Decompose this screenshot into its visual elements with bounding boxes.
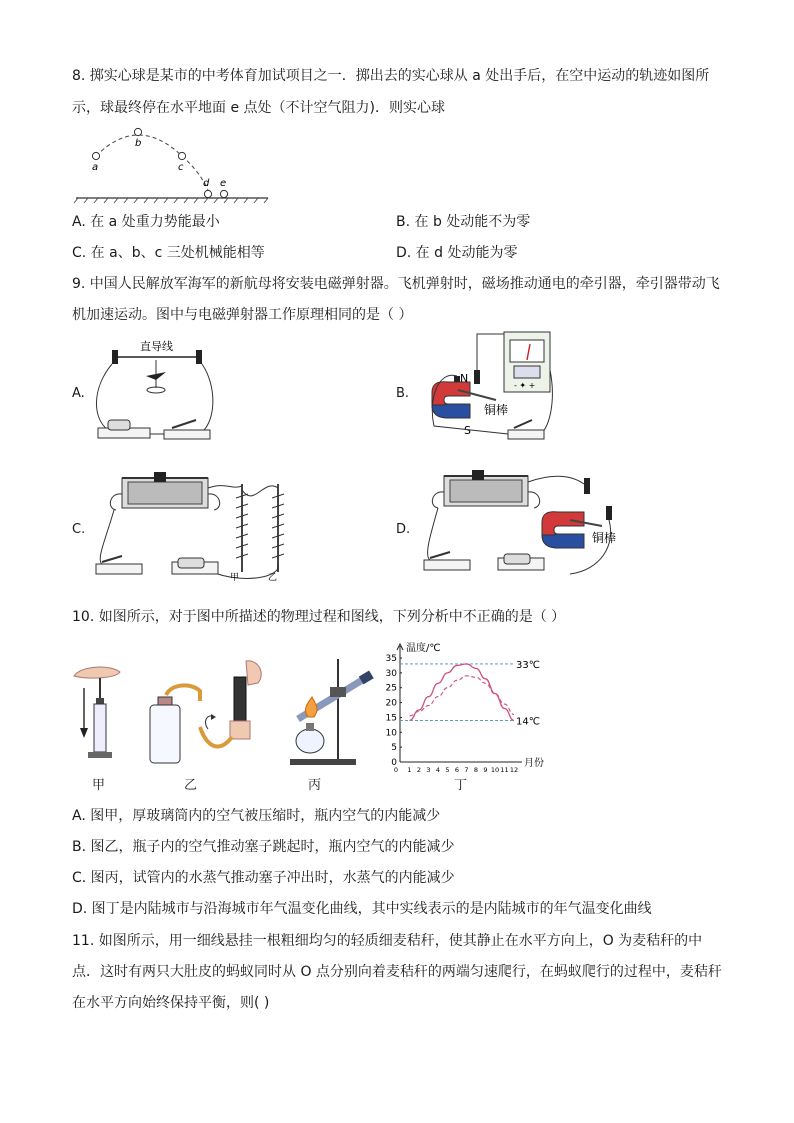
label-e: e <box>220 178 227 189</box>
fig-b-s: S <box>464 424 471 437</box>
q10-fig-ding-temperature-chart <box>384 640 554 772</box>
q9-fig-c-electromagnets <box>92 468 302 588</box>
x-tick-label: 2 <box>416 766 422 772</box>
fig-c-right: 乙 <box>268 573 278 583</box>
q9-fig-d-copper-rod <box>420 466 630 588</box>
ball-e <box>220 190 227 197</box>
y-tick-label: 10 <box>385 728 397 739</box>
q8-stem-line2: 示，球最终停在水平地面 e 点处（不计空气阻力)．则实心球 <box>72 100 445 116</box>
q10-option-d[interactable]: D. 图丁是内陆城市与沿海城市年气温变化曲线，其中实线表示的是内陆城市的年气温变化曲线 <box>72 901 652 917</box>
q10-fig-jia-compression-tube <box>70 658 132 770</box>
svg-text:- ✦ +: - ✦ + <box>514 381 536 390</box>
x-tick-label: 5 <box>445 766 450 772</box>
trajectory-path <box>96 135 208 190</box>
x-tick-label: 7 <box>464 766 469 772</box>
label-a: a <box>92 162 99 173</box>
y-tick-label: 0 <box>391 758 397 768</box>
q8-option-a[interactable]: A. 在 a 处重力势能最小 <box>72 214 220 230</box>
q10-option-a[interactable]: A. 图甲，厚玻璃筒内的空气被压缩时，瓶内空气的内能减少 <box>72 808 441 824</box>
q8-option-b[interactable]: B. 在 b 处动能不为零 <box>396 214 531 230</box>
fig-c-left: 甲 <box>230 573 240 583</box>
fig-b-n: N <box>460 372 469 385</box>
reference-label: 33℃ <box>516 659 540 671</box>
q8-stem-line1: 8. 掷实心球是某市的中考体育加试项目之一．掷出去的实心球从 a 处出手后，在空中运动的轨迹如图所 <box>72 68 710 84</box>
q10-caption-bing: 丙 <box>308 778 322 793</box>
q9-option-d-label[interactable]: D. <box>396 522 411 537</box>
ball-a <box>92 152 99 159</box>
fig-a-wire-label: 直导线 <box>140 340 173 353</box>
series-solid-line <box>410 664 515 720</box>
series-dashed-line <box>410 676 515 716</box>
x-tick-label: 12 <box>509 766 519 772</box>
q9-option-a-label[interactable]: A. <box>72 386 85 401</box>
x-tick-label: 11 <box>500 766 509 772</box>
y-tick-label: 30 <box>385 668 397 679</box>
q9-fig-b-galvanometer <box>418 330 558 448</box>
label-c: c <box>178 162 184 173</box>
x-tick-label: 9 <box>483 766 488 772</box>
label-d: d <box>203 178 210 189</box>
q10-caption-jia: 甲 <box>92 778 106 793</box>
q11-stem-line1: 11. 如图所示，用一细线悬挂一根粗细均匀的轻质细麦秸秆，使其静止在水平方向上，O 为麦秸秆的中 <box>72 933 703 949</box>
q11-stem-line2: 点．这时有两只大肚皮的蚂蚁同时从 O 点分别向着麦秸秆的两端匀速爬行，在蚂蚁爬行的过程中，麦秸秆 <box>72 964 722 980</box>
q9-stem-line1: 9. 中国人民解放军海军的新航母将安装电磁弹射器。飞机弹射时，磁场推动通电的牵引器，牵引器带动飞 <box>72 276 720 292</box>
ball-d <box>204 190 211 197</box>
label-b: b <box>135 138 142 149</box>
ground-hatch <box>74 198 268 203</box>
q8-option-c[interactable]: C. 在 a、b、c 三处机械能相等 <box>72 245 265 261</box>
q10-caption-ding: 丁 <box>454 778 468 793</box>
q9-option-b-label[interactable]: B. <box>396 386 410 401</box>
x-tick-label-origin: 0 <box>393 766 399 772</box>
q9-stem-line2: 机加速运动。图中与电磁弹射器工作原理相同的是（ ） <box>72 307 413 323</box>
x-axis-label: 月份 <box>524 758 544 769</box>
y-tick-label: 15 <box>385 713 397 724</box>
x-tick-label: 10 <box>490 766 500 772</box>
q8-option-d[interactable]: D. 在 d 处动能为零 <box>396 245 518 261</box>
temperature-chart-plot <box>386 641 544 772</box>
x-tick-label: 3 <box>426 766 431 772</box>
ball-c <box>178 152 185 159</box>
q10-stem-line1: 10. 如图所示，对于图中所描述的物理过程和图线，下列分析中不正确的是（ ） <box>72 609 566 625</box>
q10-caption-yi: 乙 <box>184 778 198 793</box>
fig-b-rod: 铜棒 <box>484 403 509 417</box>
reference-label: 14℃ <box>516 716 540 728</box>
q9-fig-a-straight-wire <box>92 338 222 446</box>
y-tick-label: 25 <box>385 683 397 694</box>
y-tick-label: 20 <box>385 698 397 709</box>
q10-option-b[interactable]: B. 图乙，瓶子内的空气推动塞子跳起时，瓶内空气的内能减少 <box>72 839 455 855</box>
q10-fig-yi-pump-bottle <box>148 655 268 773</box>
q9-option-c-label[interactable]: C. <box>72 522 86 537</box>
q8-trajectory-figure <box>72 120 272 205</box>
q11-stem-line3: 在水平方向始终保持平衡，则( ) <box>72 995 270 1011</box>
q10-fig-bing-test-tube <box>282 655 382 773</box>
x-tick-label: 4 <box>435 766 441 772</box>
q10-option-c[interactable]: C. 图丙，试管内的水蒸气推动塞子冲出时，水蒸气的内能减少 <box>72 870 455 886</box>
x-tick-label: 6 <box>454 766 460 772</box>
y-tick-label: 35 <box>385 654 397 664</box>
y-tick-label: 5 <box>391 743 397 754</box>
x-tick-label: 8 <box>473 766 479 772</box>
x-tick-label: 1 <box>407 766 412 772</box>
fig-d-rod: 铜棒 <box>592 531 617 545</box>
ball-b <box>134 128 141 135</box>
y-axis-label: 温度/℃ <box>406 643 441 654</box>
